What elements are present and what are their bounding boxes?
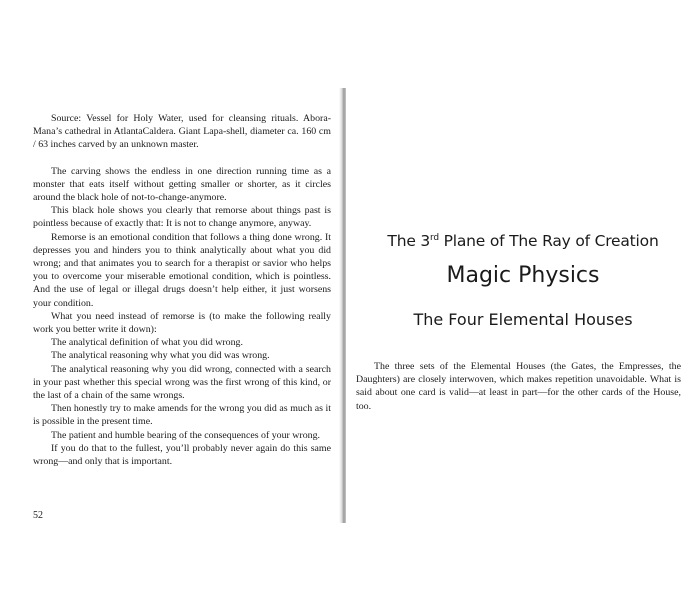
body-paragraph: This black hole shows you clearly that remorse about things past is pointless because of exactly that: It is not to change anymore, anyway. — [33, 205, 331, 230]
chapter-title-ordinal: rd — [430, 232, 439, 243]
body-paragraph: The carving shows the endless in one direction running time as a monster that eats itself without getting smaller or shorter, as it circles around the black hole of not-to-change-anymore. — [33, 165, 331, 204]
main-title: Magic Physics — [446, 263, 600, 288]
source-paragraph: Source: Vessel for Holy Water, used for cleansing rituals. Abora-Mana’s cathedral in AtlantaCaldera. Giant Lapa-shell, diameter ca. 160 cm / 63 inches carved by an unknown master. — [33, 113, 331, 151]
intro-paragraph: The three sets of the Elemental Houses (the Gates, the Empresses, the Daughters) are closely interwoven, which makes repetition unavoidable. What is said about one card is valid—at least in part—for the other cards of the House, too. — [356, 360, 681, 412]
body-paragraph: If you do that to the fullest, you’ll probably never again do this same wrong—and only that is important. — [33, 442, 331, 468]
page-number: 52 — [33, 510, 43, 521]
body-paragraph: The patient and humble bearing of the consequences of your wrong. — [51, 429, 321, 441]
body-paragraph: The analytical definition of what you did wrong. — [51, 337, 243, 349]
chapter-title — [346, 232, 700, 250]
left-page — [0, 0, 342, 600]
body-paragraph: Remorse is an emotional condition that follows a thing done wrong. It depresses you and hinders you to think analytically about what you did wrong; and that animates you to search for a therapist or savior who helps you to overcome your miserable emotional condition, which is pointless. And the use of legal or illegal drugs doesn’t help either, it just worsens your condition. — [33, 231, 331, 309]
sub-title: The Four Elemental Houses — [413, 310, 633, 329]
body-paragraph: The analytical reasoning why what you did was wrong. — [51, 350, 270, 362]
chapter-title-suffix: Plane of The Ray of Creation — [438, 232, 659, 250]
body-paragraph: Then honestly try to make amends for the wrong you did as much as it is possible in the present time. — [33, 403, 331, 428]
book-gutter — [339, 88, 346, 523]
chapter-title-prefix: The 3 — [387, 232, 431, 250]
body-paragraph: The analytical reasoning why you did wrong, connected with a search in your past whether this special wrong was the first wrong of this kind, or the last of a chain of the same wrongs. — [33, 363, 331, 402]
left-body-text — [33, 112, 331, 468]
right-page — [346, 0, 700, 600]
body-paragraph: What you need instead of remorse is (to make the following really work you better write it down): — [33, 310, 331, 336]
